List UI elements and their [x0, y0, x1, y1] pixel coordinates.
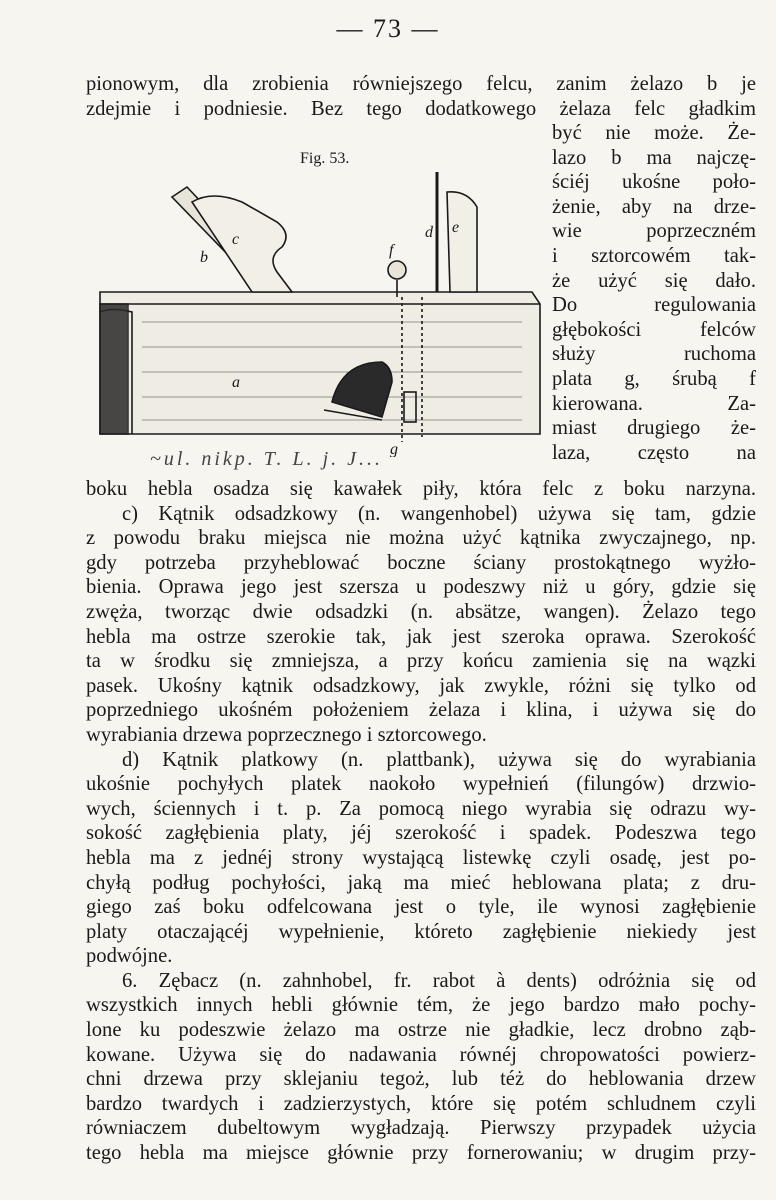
- text-line: zdejmie i podniesie. Bez tego dodatkowego żelaza felc gładkim: [86, 97, 756, 120]
- text-line: pasek. Ukośny kątnik odsadzkowy, jak zwykle, różni się tylko od: [86, 674, 756, 697]
- label-b: b: [200, 249, 208, 266]
- text-line: i sztorcowém tak-: [552, 244, 756, 267]
- text-line: ta w środku się zmniejsza, a przy końcu zamienia się na wązki: [86, 650, 756, 673]
- text-line: wyrabiania drzewa poprzecznego i sztorcowego.: [86, 723, 487, 746]
- body-text: [86, 477, 756, 1166]
- text-line: równiaczem dubeltowym wygładzają. Pierwszy przypadek użycia: [86, 1117, 756, 1140]
- text-line: kierowana. Za-: [552, 392, 756, 415]
- text-line: laza, często na: [552, 441, 756, 464]
- text-line: kowane. Używa się do nadawania równéj chropowatości powierz-: [86, 1043, 756, 1066]
- text-line: 6. Zębacz (n. zahnhobel, fr. rabot à dents) odróżnia się od: [122, 969, 756, 992]
- intro-text: [86, 72, 756, 121]
- text-line: d) Kątnik platkowy (n. plattbank), używa się do wyrabiania: [122, 748, 756, 771]
- label-f: f: [389, 242, 394, 259]
- text-line: lone ku podeszwie żelazo ma ostrze nie gładkie, lecz drobno ząb-: [86, 1019, 756, 1042]
- text-line: służy ruchoma: [552, 343, 756, 366]
- text-line: hebla ma z jednéj strony wystającą listewkę czyli osadę, jest po-: [86, 846, 756, 869]
- handwritten-annotation: ~ul. nikp. T. L. j. J...: [150, 448, 384, 470]
- text-line: żenie, aby na drze-: [552, 195, 756, 218]
- text-line: c) Kątnik odsadzkowy (n. wangenhobel) używa się tam, gdzie: [122, 502, 756, 525]
- text-line: Do regulowania: [552, 294, 756, 317]
- text-line: podwójne.: [86, 945, 173, 968]
- text-line: miast drugiego że-: [552, 417, 756, 440]
- text-line: plata g, śrubą f: [552, 367, 756, 390]
- text-line: że użyć się dało.: [552, 269, 756, 292]
- text-line: bardzo twardych i zadzierzystych, które się potém schludnem czyli: [86, 1092, 756, 1115]
- text-line: gdy potrzeba przyheblować boczne ściany prostokątnego wyżło-: [86, 551, 756, 574]
- text-line: być nie może. Że-: [552, 122, 756, 144]
- figure-caption: Fig. 53.: [300, 150, 350, 167]
- text-line: poprzedniego ukośném położeniem żelaza i klina, i używa się do: [86, 699, 756, 722]
- text-line: głębokości felców: [552, 318, 756, 341]
- text-line: sokość zagłębienia platy, jéj szerokość i spadek. Podeszwa tego: [86, 822, 756, 845]
- text-line: bienia. Oprawa jego jest szersza u podeszwy niż u góry, gdzie się: [86, 576, 756, 599]
- text-line: zwęża, tworząc dwie odsadzki (n. absätze, wangen). Żelazo tego: [86, 600, 756, 623]
- label-a: a: [232, 374, 240, 391]
- text-line: giego zaś boku odfelcowana jest o tyle, ile wynosi zagłębienie: [86, 896, 756, 919]
- text-line: chni drzewa przy sklejaniu tegoż, lub téż do heblowania drzew: [86, 1068, 756, 1091]
- label-d: d: [425, 224, 433, 241]
- label-c: c: [232, 231, 240, 248]
- text-line: hebla ma ostrze szerokie tak, jak jest szeroka oprawa. Szerokość: [86, 625, 756, 648]
- right-column-text: [552, 121, 756, 465]
- text-line: tego hebla ma miejsce głównie przy fornerowaniu; w drugim przy-: [86, 1142, 756, 1165]
- text-line: chyłą podług pochyłości, jaką ma mieć heblowana plata; z dru-: [86, 871, 756, 894]
- text-line: wie poprzeczném: [552, 220, 756, 243]
- label-g: g: [390, 441, 398, 457]
- plane-body: [100, 292, 540, 434]
- text-line: pionowym, dla zrobienia równiejszego felcu, zanim żelazo b je: [86, 73, 756, 95]
- text-line: ukośnie pochyłych platek naokoło wypełnień (filungów) drzwio-: [86, 773, 756, 796]
- text-line: wszystkich innych hebli głównie tém, że jego bardzo mało pochy-: [86, 994, 756, 1017]
- text-line: wych, ściennych i t. p. Za pomocą niego wyrabia się odrazu wy-: [86, 797, 756, 820]
- text-line: boku hebla osadza się kawałek piły, która felc z boku narzyna.: [86, 478, 756, 500]
- text-line: platy otaczającéj wypełnienie, któreto zagłębienie niekiedy jest: [86, 920, 756, 943]
- text-line: ściéj ukośne poło-: [552, 171, 756, 194]
- text-line: lazo b ma najczę-: [552, 146, 756, 169]
- page-number: — 73 —: [336, 14, 440, 43]
- plane-illustration: [92, 162, 542, 457]
- text-line: z powodu braku miejsca nie można użyć kątnika zwyczajnego, np.: [86, 527, 756, 550]
- label-e: e: [452, 219, 460, 236]
